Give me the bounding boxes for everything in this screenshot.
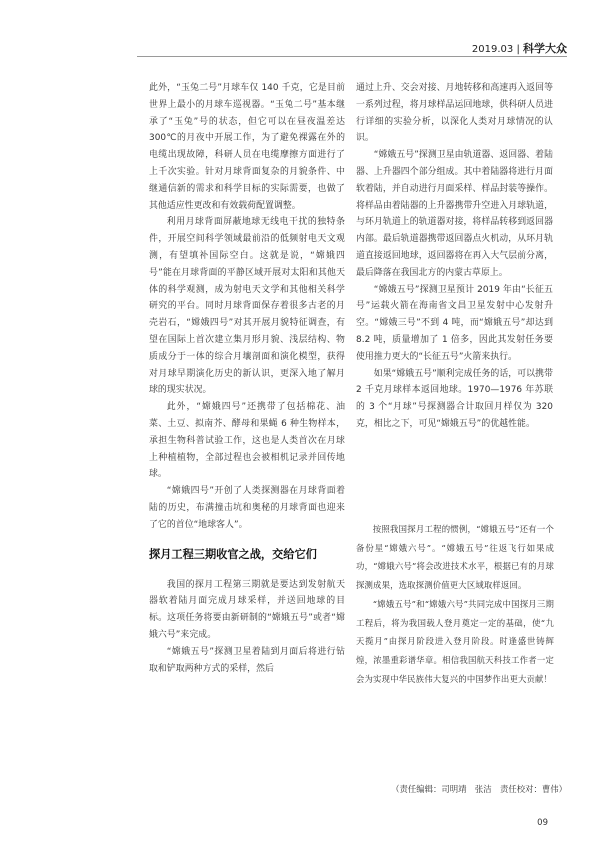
paragraph: 利用月球背面屏蔽地球无线电干扰的独特条件，开展空间科学领域最前沿的低频射电天文观测，有望填补国际空白。这就是说，“嫦娥四号”能在月球背面的平静区域开展对太阳和其他天体的科学观测，成为射电天文学和其他相关科学研究的平台。同时月球背面保存着很多古老的月壳岩石，“嫦娥四号”对其开展月貌特征调查，有望在国际上首次建立集月形月貌、浅层结构、物质成分于一体的综合月壤剖面和演化模型，获得对月球早期演化历史的新认识，更深入地了解月球的现实状况。	[149, 217, 345, 396]
paragraph: 通过上升、交会对接、月地转移和高速再入返回等一系列过程，将月球样品运回地球，供科研人员进行详细的实验分析，以深化人类对月球情况的认识。	[356, 83, 553, 144]
note-paragraph: “嫦娥五号”和“嫦娥六号”共同完成中国探月三期工程后，将为我国载人登月奠定一定的基础，使“九天揽月”由探月阶段进入登月阶段。时逢盛世铸辉煌，浓墨重彩谱华章。相信我国航天科技工作者一定会为实现中华民族伟大复兴的中国梦作出更大贡献！	[356, 598, 554, 684]
paragraph: 此外，“玉兔二号”月球车仅 140 千克，它是目前世界上最小的月球车巡视器。“玉兔二号”基本继承了“玉兔”号的状态，但它可以在昼夜温差达 300℃的月夜中开展工作，为了避免裸露在外的电缆出现故障，科研人员在电缆摩擦方面进行了上千次实验。针对月球背面复杂的月貌条件、中继通信新的需求和科学目标的实际需要，也做了其他适应性更改和有效载荷配置调整。	[149, 83, 345, 211]
paragraph: “嫦娥四号”开创了人类探测器在月球背面着陆的历史，布满撞击坑和奥秘的月球背面也迎来了它的首位“地球客人”。	[149, 486, 345, 530]
editor-credit: （责任编辑：司明靖 张洁 责任校对：曹伟）	[391, 784, 567, 794]
right-column	[356, 80, 553, 433]
left-column	[149, 80, 345, 677]
closing-note	[356, 520, 554, 688]
page-number: 09	[537, 818, 548, 828]
magazine-title: 科学大众	[523, 42, 567, 55]
paragraph: 如果“嫦娥五号”顺利完成任务的话，可以携带 2 千克月球样本返回地球。1970—1976 年苏联的 3 个“月球”号探测器合计取回月样仅为 320 克，相比之下，可见“嫦娥五号”的优越性能。	[356, 368, 553, 429]
running-header	[472, 40, 567, 56]
header-rule	[137, 56, 567, 57]
paragraph: “嫦娥五号”探测卫星由轨道器、返回器、着陆器、上升器四个部分组成。其中着陆器将进行月面软着陆，并自动进行月面采样、样品封装等操作。将样品由着陆器的上升器携带升空进入月球轨道，与环月轨道上的轨道器对接，将样品转移到返回器内部。最后轨道器携带返回器点火机动，从环月轨道直接返回地球，返回器将在再入大气层前分离，最后降落在我国北方的内蒙古草原上。	[356, 150, 553, 278]
paragraph: 我国的探月工程第三期就是要达到发射航天器软着陆月面完成月球采样，并送回地球的目标。这项任务将要由新研制的“嫦娥五号”或者“嫦娥六号”来完成。	[149, 579, 345, 640]
paragraph: “嫦娥五号”探测卫星着陆到月面后将进行钻取和铲取两种方式的采样，然后	[149, 646, 345, 674]
issue-number: 2019.03	[471, 44, 514, 55]
header-separator: |	[516, 44, 520, 55]
note-paragraph: 按照我国探月工程的惯例，“嫦娥五号”还有一个备份星“嫦娥六号”。“嫦娥五号”往返飞行如果成功，“嫦娥六号”将会改进技术水平，根据已有的月球探测成果，选取探测价值更大区域取样返回。	[356, 524, 554, 591]
section-heading: 探月工程三期收官之战，交给它们	[149, 547, 317, 561]
paragraph: 此外，“嫦娥四号”还携带了包括棉花、油菜、土豆、拟南芥、酵母和果蝇 6 种生物样本，承担生物科普试验工作，这也是人类首次在月球上种植植物，全部过程也会被相机记录并回传地球。	[149, 402, 345, 480]
paragraph: “嫦娥五号”探测卫星预计 2019 年由“长征五号”运载火箭在海南省文昌卫星发射中心发射升空。“嫦娥三号”不到 4 吨，而“嫦娥五号”却达到 8.2 吨，质量增加了 1 倍多，因此其发射任务要使用推力更大的“长征五号”火箭来执行。	[356, 284, 553, 362]
